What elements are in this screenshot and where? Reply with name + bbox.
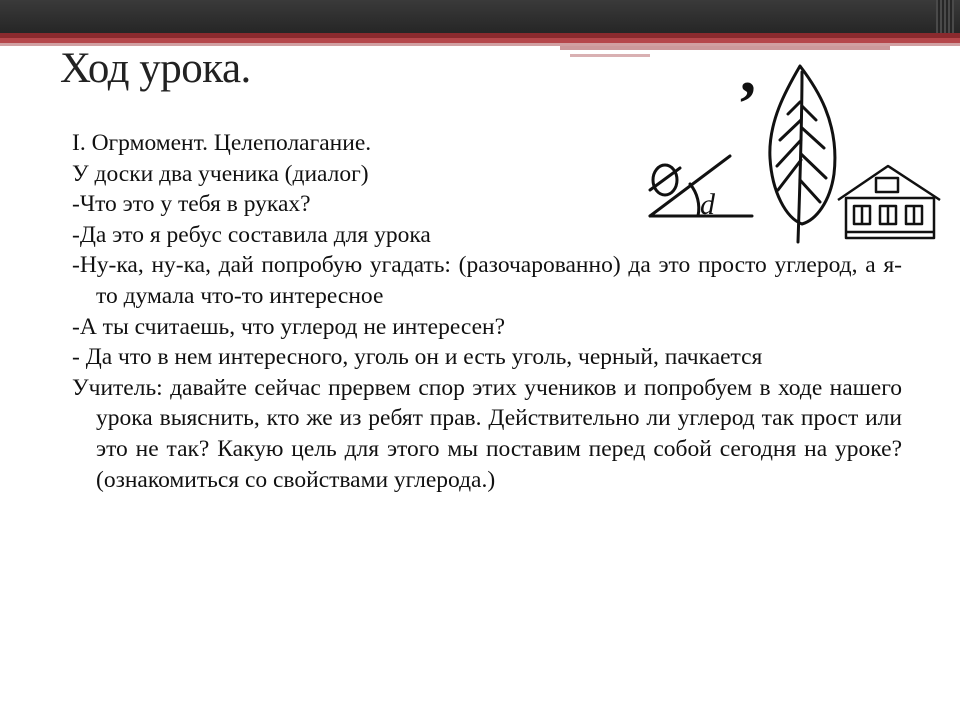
paragraph-dialog-4: -А ты считаешь, что углерод не интересен? <box>72 313 506 340</box>
angle-label: d <box>700 188 715 221</box>
paragraph-dialog-2: -Да это я ребус составила для урока <box>72 221 431 248</box>
comma-mark: , <box>740 62 756 106</box>
house-icon <box>838 166 940 238</box>
paragraph-orgmoment: I. Огрмомент. Целеполагание. <box>72 130 372 156</box>
accent-stripe-short <box>560 46 890 50</box>
rebus-illustration <box>640 62 960 244</box>
slide-top-bar <box>0 0 960 33</box>
top-bar-texture <box>936 0 954 33</box>
paragraph-teacher: Учитель: давайте сейчас прервем спор этих учеников и попробуем в ходе нашего урока выяснить, кто же из ребят прав. Действительно ли углерод так прост или это не так? Какую цель для этого мы поставим перед собой сегодня на уроке? (ознакомиться со свойствами углерода.) <box>72 374 902 493</box>
paragraph-dialog-3: -Ну-ка, ну-ка, дай попробую угадать: (разочарованно) да это просто углерод, а я-то думала что-то интересное <box>72 252 902 309</box>
paragraph-dialog-intro: У доски два ученика (диалог) <box>72 160 369 187</box>
paragraph-dialog-1: -Что это у тебя в руках? <box>72 191 311 218</box>
feather-icon <box>770 66 835 242</box>
slide-title: Ход урока. <box>60 45 251 92</box>
accent-stripe-tiny <box>570 54 650 57</box>
paragraph-dialog-5: - Да что в нем интересного, уголь он и есть уголь, черный, пачкается <box>72 344 763 371</box>
